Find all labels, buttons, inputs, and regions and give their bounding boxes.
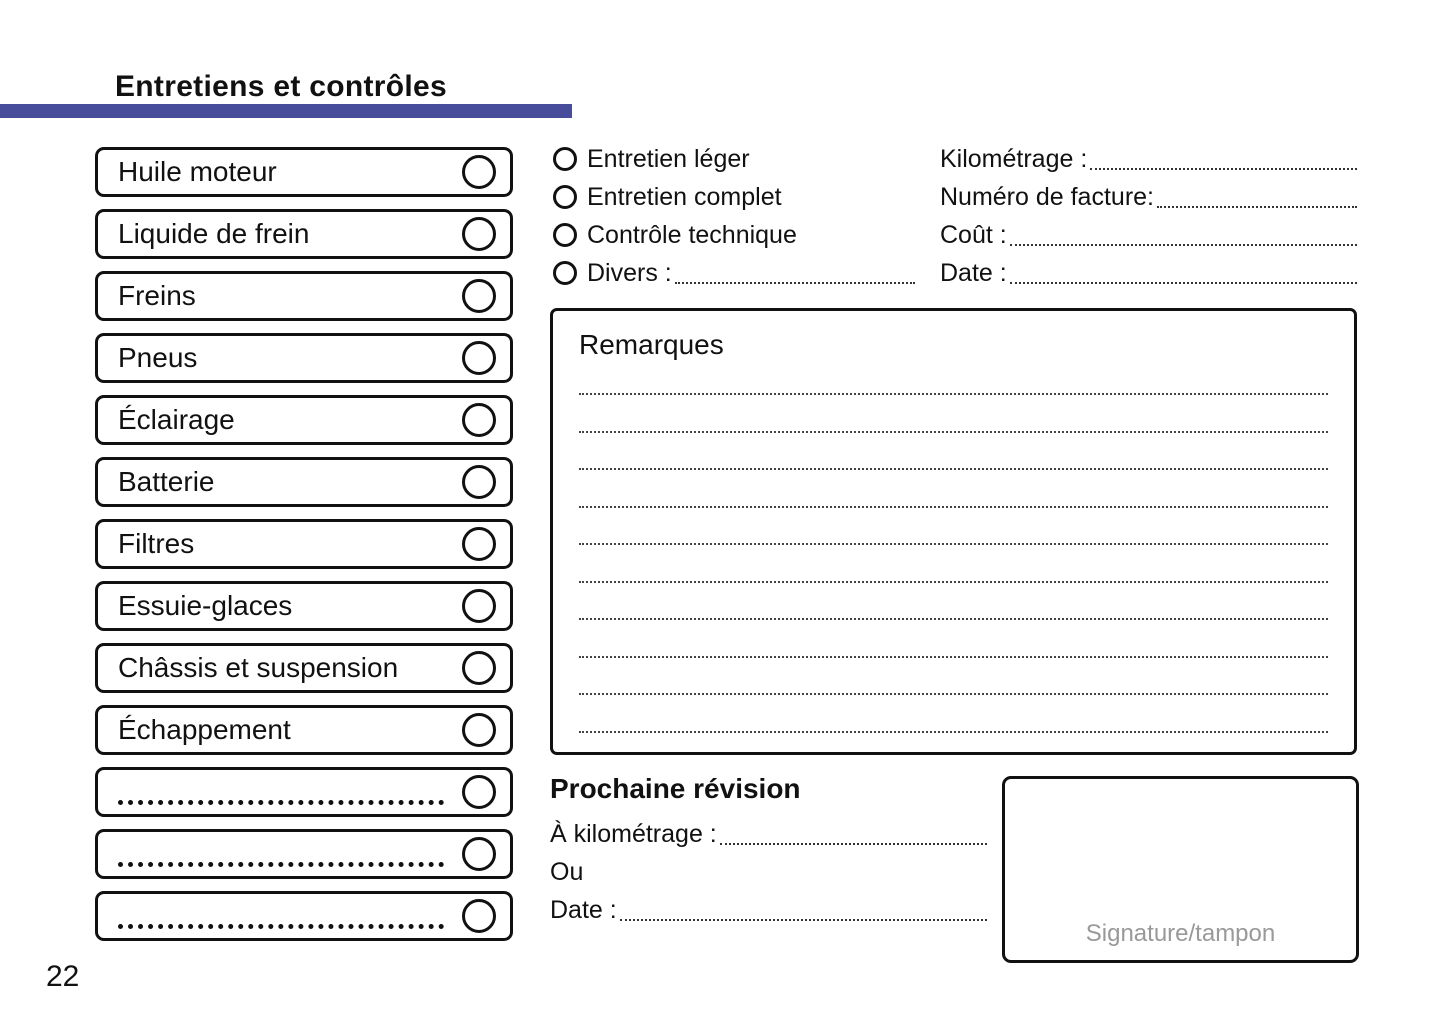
service-option-divers — [553, 254, 915, 292]
title-accent-bar — [0, 104, 572, 118]
field-cout — [940, 216, 1357, 254]
checkbox-circle — [462, 589, 496, 623]
checklist-item-label: Filtres — [118, 528, 195, 559]
remark-blank-line — [579, 508, 1328, 546]
signature-stamp-box — [1002, 776, 1359, 963]
field-label: Numéro de facture: — [940, 182, 1154, 211]
page-title: Entretiens et contrôles — [115, 70, 447, 103]
checkbox-circle — [462, 341, 496, 375]
checkbox-circle — [462, 713, 496, 747]
checklist-item-label: Batterie — [118, 466, 215, 497]
service-option-entretien-complet — [553, 178, 915, 216]
checklist-item-label: Pneus — [118, 342, 198, 373]
checklist-item-echappement — [95, 705, 513, 755]
checklist-item-label: Freins — [118, 280, 196, 311]
field-numero-de-facture — [940, 178, 1357, 216]
checkbox-circle — [462, 217, 496, 251]
remark-blank-line — [579, 620, 1328, 658]
radio-circle — [553, 261, 577, 285]
next-service-label: Date : — [550, 895, 617, 924]
dotted-fill-line — [1090, 168, 1357, 170]
next-service-label: À kilométrage : — [550, 819, 717, 848]
checklist-item-label: Échappement — [118, 714, 291, 745]
checkbox-circle — [462, 465, 496, 499]
remark-blank-line — [579, 695, 1328, 733]
remark-blank-line — [579, 369, 1328, 395]
checkbox-circle — [462, 837, 496, 871]
service-type-options — [553, 140, 915, 292]
checklist-item-essuie-glaces — [95, 581, 513, 631]
checklist-item-label: Huile moteur — [118, 156, 277, 187]
service-option-label: Entretien complet — [587, 182, 782, 211]
field-label: Coût : — [940, 220, 1007, 249]
checklist-item-pneus — [95, 333, 513, 383]
dotted-fill-line — [1010, 282, 1357, 284]
checklist-item-label: Éclairage — [118, 404, 235, 435]
next-service-label: Ou — [550, 857, 584, 886]
checklist-item-chassis-et-suspension — [95, 643, 513, 693]
field-kilometrage — [940, 140, 1357, 178]
checklist-item-eclairage — [95, 395, 513, 445]
checkbox-circle — [462, 279, 496, 313]
service-record-fields — [940, 140, 1357, 292]
radio-circle — [553, 147, 577, 171]
checkbox-circle — [462, 155, 496, 189]
checklist-item-batterie — [95, 457, 513, 507]
checklist-item-label: Essuie-glaces — [118, 590, 293, 621]
checkbox-circle — [462, 775, 496, 809]
remarks-title: Remarques — [579, 329, 724, 360]
radio-circle — [553, 185, 577, 209]
checkbox-circle — [462, 403, 496, 437]
blank-dotted-line — [118, 800, 444, 805]
service-option-label: Divers : — [587, 258, 672, 287]
next-service-title: Prochaine révision — [550, 773, 801, 804]
dotted-fill-line — [675, 282, 915, 284]
checkbox-circle — [462, 651, 496, 685]
remarks-lines — [579, 369, 1328, 733]
next-service-ou — [550, 853, 987, 891]
radio-circle — [553, 223, 577, 247]
service-option-controle-technique — [553, 216, 915, 254]
checklist-item-liquide-de-frein — [95, 209, 513, 259]
dotted-fill-line — [620, 919, 987, 921]
dotted-fill-line — [720, 843, 987, 845]
remark-blank-line — [579, 545, 1328, 583]
service-option-label: Contrôle technique — [587, 220, 797, 249]
checkbox-circle — [462, 899, 496, 933]
checklist-item-blank-1 — [95, 767, 513, 817]
checklist-item-filtres — [95, 519, 513, 569]
next-service-date — [550, 891, 987, 929]
checklist-item-huile-moteur — [95, 147, 513, 197]
remark-blank-line — [579, 395, 1328, 433]
checklist-item-blank-2 — [95, 829, 513, 879]
checklist-item-label: Châssis et suspension — [118, 652, 399, 683]
service-option-entretien-leger — [553, 140, 915, 178]
next-service-kilometrage — [550, 815, 987, 853]
inspection-checklist — [95, 147, 513, 953]
remark-blank-line — [579, 658, 1328, 696]
page-number: 22 — [46, 960, 80, 993]
remark-blank-line — [579, 583, 1328, 621]
remark-blank-line — [579, 433, 1328, 471]
blank-dotted-line — [118, 924, 444, 929]
remark-blank-line — [579, 470, 1328, 508]
dotted-fill-line — [1010, 244, 1357, 246]
checklist-item-blank-3 — [95, 891, 513, 941]
next-service-section — [550, 773, 987, 929]
dotted-fill-line — [1157, 206, 1357, 208]
field-label: Date : — [940, 258, 1007, 287]
checkbox-circle — [462, 527, 496, 561]
field-label: Kilométrage : — [940, 144, 1088, 173]
blank-dotted-line — [118, 862, 444, 867]
remarks-box — [550, 308, 1357, 755]
checklist-item-freins — [95, 271, 513, 321]
service-option-label: Entretien léger — [587, 144, 750, 173]
field-date — [940, 254, 1357, 292]
signature-hint-label: Signature/tampon — [1085, 920, 1276, 947]
checklist-item-label: Liquide de frein — [118, 218, 310, 249]
